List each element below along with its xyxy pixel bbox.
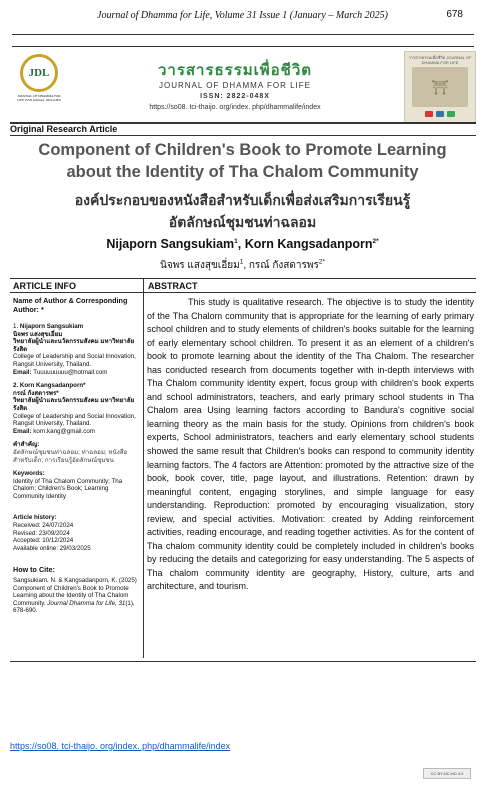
- author-2-name-thai: กรณ์ กังสดารพร*: [13, 389, 59, 397]
- page-number: 678: [446, 9, 463, 20]
- keywords: Identity of Tha Chalom Community; Tha Chalom; Children's Book; Learning Community Identity: [13, 477, 123, 500]
- author-2-entry: [13, 382, 139, 390]
- author-1: Nijaporn Sangsukiam: [106, 237, 235, 251]
- article-type-rule: [10, 135, 476, 136]
- author-2-affil: 2*: [372, 237, 379, 245]
- license-badge[interactable]: CC BY-NC-ND 4.0: [423, 768, 471, 779]
- author-1-email-label: Email:: [13, 368, 34, 376]
- title-line-1: Component of Children's Book to Promote Learning: [38, 141, 447, 159]
- author-2-email-label: Email:: [13, 427, 34, 435]
- title-thai-line-2: อัตลักษณ์ชุมชนท่าฉลอม: [168, 214, 317, 230]
- article-type: Original Research Article: [10, 124, 118, 134]
- author-2-college-thai: วิทยาลัยผู้นำและนวัตกรรมสังคม มหาวิทยาลัยรังสิต: [13, 397, 135, 412]
- header-rule-top: [12, 34, 474, 35]
- columns-bottom-rule: [10, 661, 476, 662]
- columns-heading-rule: [10, 292, 476, 293]
- author-2-thai-affil: 2*: [318, 258, 325, 266]
- columns-top-rule: [10, 278, 476, 279]
- author-2-thai: กรณ์ กังสดารพร: [248, 260, 319, 271]
- title-thai-line-1: องค์ประกอบของหนังสือสำหรับเด็กเพื่อส่งเสริมการเรียนรู้: [74, 192, 411, 208]
- keywords-label: Keywords:: [13, 470, 45, 478]
- author-2-number: 2.: [13, 382, 20, 390]
- author-2-name: Korn Kangsadanporn*: [19, 382, 86, 390]
- author-2-college: College of Leadership and Social Innovation, Rangsit University, Thailand.: [13, 412, 136, 428]
- footer-url[interactable]: https://so08. tci-thaijo. org/index. php/dhammalife/index: [10, 741, 231, 751]
- cover-text: วารสารธรรมเพื่อชีวิต JOURNAL OF DHAMMA FOR LIFE: [408, 55, 472, 65]
- history-online: Available online: 29/03/2025: [13, 544, 91, 552]
- title-line-2: about the Identity of Tha Chalom Community: [66, 163, 419, 181]
- author-1-college: College of Leadership and Social Innovation, Rangsit University, Thailand.: [13, 353, 136, 368]
- author-1-number: 1.: [13, 323, 20, 330]
- authors-line-thai: [10, 258, 475, 273]
- cover-temple-icon: ⛩: [412, 67, 468, 107]
- author-2: Korn Kangsadanporn: [244, 237, 373, 251]
- abstract-heading: ABSTRACT: [148, 281, 198, 291]
- keywords-thai: อัตลักษณ์ชุมชนท่าฉลอม; ท่าฉลอม; หนังสือสำหรับเด็ก; การเรียนรู้อัตลักษณ์ชุมชน: [13, 448, 128, 464]
- author-1-thai: นิจพร แสงสุขเอี่ยม: [160, 260, 240, 271]
- author-2-email-value[interactable]: korn.kang@gmail.com: [33, 427, 95, 435]
- author-1-college-thai: วิทยาลัยผู้นำและนวัตกรรมสังคม มหาวิทยาลัยรังสิต: [13, 338, 135, 353]
- author-1-name: Nijaporn Sangsukiam: [19, 323, 84, 330]
- author-1-affil: 1: [234, 237, 238, 245]
- journal-issn: ISSN: 2822-048X: [200, 93, 270, 100]
- article-title-thai: [10, 189, 475, 233]
- article-info-panel: [13, 297, 139, 620]
- corresponding-heading: Name of Author & Corresponding Author: *: [13, 296, 128, 314]
- author-1-thai-affil: 1: [239, 258, 244, 266]
- cite-tail: (1), 678-690.: [13, 599, 135, 615]
- article-info-heading: ARTICLE INFO: [13, 281, 76, 291]
- journal-cover-image: [404, 51, 476, 123]
- cite-text: [13, 577, 139, 615]
- journal-name-thai: วารสารธรรมเพื่อชีวิต: [157, 62, 313, 79]
- authors-line: [10, 237, 475, 251]
- history-revised: Revised: 23/09/2024: [13, 529, 70, 537]
- logo-caption: JOURNAL OF DHAMMA FOR LIFE ISSN (Online): 2822-048X: [17, 94, 61, 102]
- history-accepted: Accepted: 10/12/2024: [13, 537, 74, 545]
- header-rule-2: [12, 46, 474, 47]
- author-1-email-value[interactable]: Tuuuuuuuuu@hotmail.com: [33, 368, 108, 376]
- journal-url[interactable]: https://so08. tci-thaijo. org/index. php/dhammalife/index: [149, 104, 321, 111]
- running-header: Journal of Dhamma for Life, Volume 31 Issue 1 (January – March 2025): [97, 10, 388, 21]
- article-title: [10, 139, 475, 183]
- journal-name-english: JOURNAL OF DHAMMA FOR LIFE: [159, 81, 311, 90]
- author-separator: ,: [237, 237, 245, 251]
- keywords-thai-label: คำสำคัญ:: [13, 441, 40, 449]
- author-1-entry: [13, 323, 139, 331]
- abstract-body: This study is qualitative research. The objective is to study the identity of the Tha Chalom community that is appropriate for the learning of early primary school children and to study elements of children's books suitable for the learning of early elementary school children. To present it as an element of a children's book to promote learning about the identity of the Tha Chalom. The researcher has conducted research from documents together with in-depth interviews with Tha Chalom community identity expert, focus group with children's book experts and school administrators, teachers, and early primary school students in Tha Chalom area Using learning factors according to Bandura's cognitive social learning theory as the main basis for the study. Opinions from children's book experts, School administrators, teachers and early elementary school students showed the same result that Children's books can respond to community identity learning factors. The 4 factors are Attention: promoted by the attractive size of the book, book cover, title, page layout, and illustrations. Retention: drawn by meaningful content, engaging storylines, and simple language for easy understanding. Reproduction: promoted by encouraging visualization, story review, and special activities. Motivation: created by Adding reinforcement activities, reading encourage, and reading together activities. As for the content of Tha chalom community identity could be completely included in children's books by reducing the details and categorizing for easy understanding. The 5 aspects of Tha chalom community identity are geography, History, culture, arts and architecture, and tourism.: [147, 297, 474, 592]
- cite-journal: Journal Dhamma for Life, 31: [47, 599, 126, 607]
- author-2-email: [13, 428, 139, 436]
- history-label: Article history:: [13, 514, 57, 522]
- author-1-name-thai: นิจพร แสงสุขเอี่ยม: [13, 330, 63, 338]
- logo-badge: JDL: [20, 54, 58, 92]
- author-1-email: [13, 369, 139, 377]
- journal-logo: [14, 54, 64, 116]
- column-divider: [143, 278, 144, 658]
- cite-body: Sangsukiam, N. & Kangsadanporn, K. (2025) Component of Children's Book to Promote Learning about the Identity of Tha Chalom Community.: [13, 576, 137, 607]
- cite-label: How to Cite:: [13, 565, 55, 575]
- cover-logos: [405, 111, 475, 117]
- author-thai-separator: ,: [243, 260, 249, 271]
- history-received: Received: 24/07/2024: [13, 522, 74, 530]
